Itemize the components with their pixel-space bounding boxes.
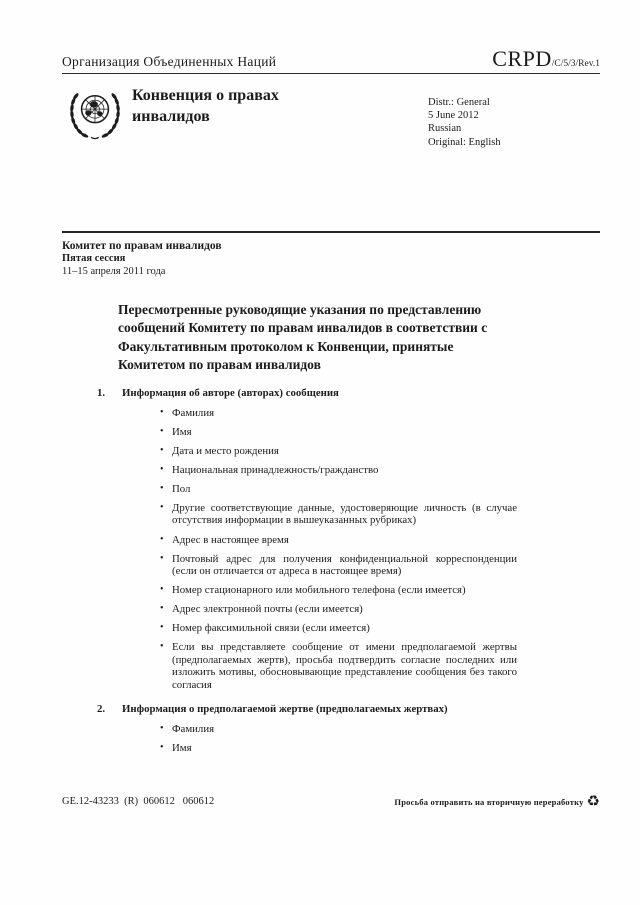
section-heading: Информация о предполагаемой жертве (предполагаемых жертвах)	[122, 703, 448, 716]
bullet-icon: •	[160, 463, 164, 475]
distr-line: Distr.: General	[428, 97, 490, 108]
bullet-icon: •	[160, 425, 164, 437]
bullet-item	[62, 407, 600, 420]
bullet-text: Номер стационарного или мобильного телефона (если имеется)	[172, 584, 466, 597]
bullet-item	[62, 464, 600, 477]
bullet-icon: •	[160, 723, 164, 735]
recycle-note-text: Просьба отправить на вторичную переработку	[394, 796, 584, 807]
bullet-text: Дата и место рождения	[172, 444, 279, 457]
committee-block	[62, 240, 600, 277]
section-number: 2.	[97, 703, 106, 716]
bullet-icon: •	[160, 533, 164, 545]
section-number: 1.	[97, 386, 106, 399]
section-heading: Информация об авторе (авторах) сообщения	[122, 386, 339, 399]
bullet-icon: •	[160, 603, 164, 615]
bullet-text: Адрес в настоящее время	[172, 533, 289, 546]
recycle-note	[394, 794, 600, 809]
distr-original: Original: English	[428, 136, 501, 148]
bullet-item	[62, 445, 600, 458]
bullet-icon: •	[160, 622, 164, 634]
bullet-item	[62, 534, 600, 547]
session-title: Пятая сессия	[62, 253, 126, 264]
document-ge-number: GE.12-43233 (R) 060612 060612	[62, 796, 215, 807]
bullet-icon: •	[160, 501, 164, 513]
main-title: Пересмотренные руководящие указания по представлению сообщений Комитету по правам инвалидов в соответствии с Факультативным протоколом к Конвенции, принятые Комитетом по правам инвалидов	[118, 302, 488, 373]
bullet-text: Номер факсимильной связи (если имеется)	[172, 622, 370, 635]
page-footer	[62, 794, 600, 809]
document-symbol-suffix: /C/5/3/Rev.1	[551, 59, 600, 69]
section-2-header	[62, 703, 600, 716]
bullet-text: Фамилия	[172, 723, 215, 736]
section-2	[62, 703, 600, 754]
bullet-text: Другие соответствующие данные, удостоверяющие личность (в случае отсутствия информации в вышеуказанных рубриках)	[172, 501, 517, 527]
distr-date: 5 June 2012	[428, 110, 479, 122]
distr-language: Russian	[428, 123, 462, 135]
document-symbol-main: CRPD	[492, 46, 552, 71]
bullet-item	[62, 426, 600, 439]
bullet-text: Фамилия	[172, 406, 215, 419]
bullet-icon: •	[160, 584, 164, 596]
section-2-bullet-list	[62, 723, 600, 755]
bullet-item	[62, 553, 600, 578]
bullet-item	[62, 502, 600, 527]
bullet-icon: •	[160, 552, 164, 564]
bullet-item	[62, 742, 600, 755]
section-1-bullet-list	[62, 407, 600, 691]
recycle-icon: ♻	[586, 792, 600, 810]
bullet-text: Имя	[172, 425, 192, 438]
document-symbol	[492, 48, 600, 70]
bullet-item	[62, 622, 600, 635]
bullet-text: Национальная принадлежность/гражданство	[172, 463, 379, 476]
org-name: Организация Объединенных Наций	[62, 54, 277, 69]
bullet-text: Почтовый адрес для получения конфиденциальной корреспонденции (если он отличается от адреса в настоящее время)	[172, 552, 517, 578]
committee-name: Комитет по правам инвалидов	[62, 240, 222, 252]
header-bar	[62, 48, 600, 74]
bullet-icon: •	[160, 482, 164, 494]
convention-title: Конвенция о правах инвалидов	[132, 87, 279, 126]
bullet-icon: •	[160, 406, 164, 418]
masthead	[62, 80, 600, 148]
bullet-item	[62, 584, 600, 597]
bullet-icon: •	[160, 742, 164, 754]
section-1	[62, 387, 600, 691]
section-divider	[62, 231, 600, 233]
section-1-header	[62, 387, 600, 400]
bullet-item	[62, 723, 600, 736]
bullet-text: Если вы представляете сообщение от имени предполагаемой жертвы (предполагаемых жертв), просьба подтвердить согласие последних или изложить мотивы, обосновывающие представление сообщения без такого согласия	[172, 641, 517, 691]
bullet-icon: •	[160, 444, 164, 456]
bullet-text: Адрес электронной почты (если имеется)	[172, 603, 363, 616]
bullet-text: Имя	[172, 742, 192, 755]
bullet-text: Пол	[172, 482, 191, 495]
session-dates: 11–15 апреля 2011 года	[62, 266, 166, 277]
distribution-block	[428, 96, 501, 149]
bullet-item	[62, 483, 600, 496]
un-emblem-icon	[62, 81, 128, 145]
bullet-item	[62, 641, 600, 691]
bullet-item	[62, 603, 600, 616]
bullet-icon: •	[160, 641, 164, 653]
